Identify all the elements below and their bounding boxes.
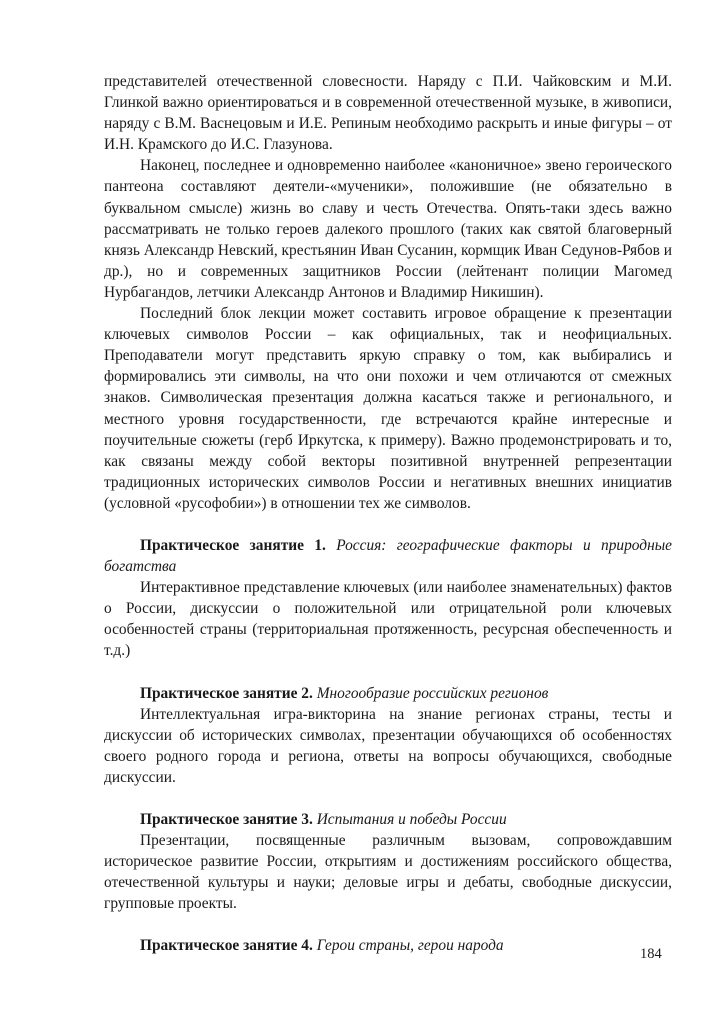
section-label: Практическое занятие 2. — [140, 684, 313, 702]
section-text: Презентации, посвященные различным вызовам, сопровождавшим историческое развитие России, открытиям и достижениям российского общества, отечественной культуры и науки; деловые игры и дебаты, свободные дискуссии, групповые проекты. — [104, 832, 672, 913]
section-heading — [104, 683, 672, 704]
section-title: Испытания и победы России — [316, 811, 507, 828]
paragraph: Наконец, последнее и одновременно наиболее «каноничное» звено героического пантеона составляют деятели-«мученики», положившие (не обязательно в буквальном смысле) жизнь во славу и честь Отечества. Опять-таки здесь важно рассматривать не только героев далекого прошлого (таких как святой благоверный князь Александр Невский, крестьянин Иван Сусанин, кормщик Иван Седунов-Рябов и др.), но и современных защитников России (лейтенант полиции Магомед Нурбагандов, летчики Александр Антонов и Владимир Никишин). — [104, 157, 673, 301]
paragraph: представителей отечественной словесности. Наряду с П.И. Чайковским и М.И. Глинкой важно ориентироваться и в современной отечественной музыке, в живописи, наряду с В.М. Васнецовым и И.Е. Репиным необходимо раскрыть и иные фигуры – от И.Н. Крамского до И.С. Глазунова. — [104, 73, 672, 154]
section-title: Россия: географические факторы и природные богатства — [104, 536, 672, 576]
spacer — [104, 914, 672, 935]
text-body — [104, 71, 672, 957]
paragraph: Последний блок лекции может составить игровое обращение к презентации ключевых символов России – как официальных, так и неофициальных. Преподаватели могут представить яркую справку о том, как выбирались и формировались эти символы, на что они похожи и чем отличаются от смежных знаков. Символическая презентация должна касаться также и регионального, и местного уровня государственности, где встречаются крайне интересные и поучительные сюжеты (герб Иркутска, к примеру). Важно продемонстрировать и то, как связаны между собой векторы позитивной внутренней репрезентации традиционных исторических символов России и негативных внешних инициатив (условной «русофобии») в отношении тех же символов. — [104, 305, 672, 512]
section-heading — [104, 809, 672, 830]
section-text: Интеллектуальная игра-викторина на знание регионах страны, тесты и дискуссии об исторических символах, презентации обучающихся об особенностях своего родного города и региона, ответы на вопросы обучающихся, свободные дискуссии. — [104, 705, 672, 786]
section-label: Практическое занятие 3. — [140, 811, 313, 828]
section-heading — [104, 935, 672, 956]
section-heading — [104, 535, 672, 577]
spacer — [104, 788, 672, 809]
section-title: Герои страны, герои народа — [316, 937, 504, 955]
section-title: Многообразие российских регионов — [316, 684, 549, 702]
page-number: 184 — [640, 946, 662, 962]
spacer — [104, 662, 672, 683]
section-text: Интерактивное представление ключевых (или наиболее знаменательных) фактов о России, дискуссии о положительной или отрицательной роли ключевых особенностей страны (территориальная протяженность, ресурсная обеспеченность и т.д.) — [104, 579, 672, 660]
section-label: Практическое занятие 1. — [140, 536, 326, 554]
section-label: Практическое занятие 4. — [140, 937, 313, 955]
spacer — [104, 514, 672, 535]
